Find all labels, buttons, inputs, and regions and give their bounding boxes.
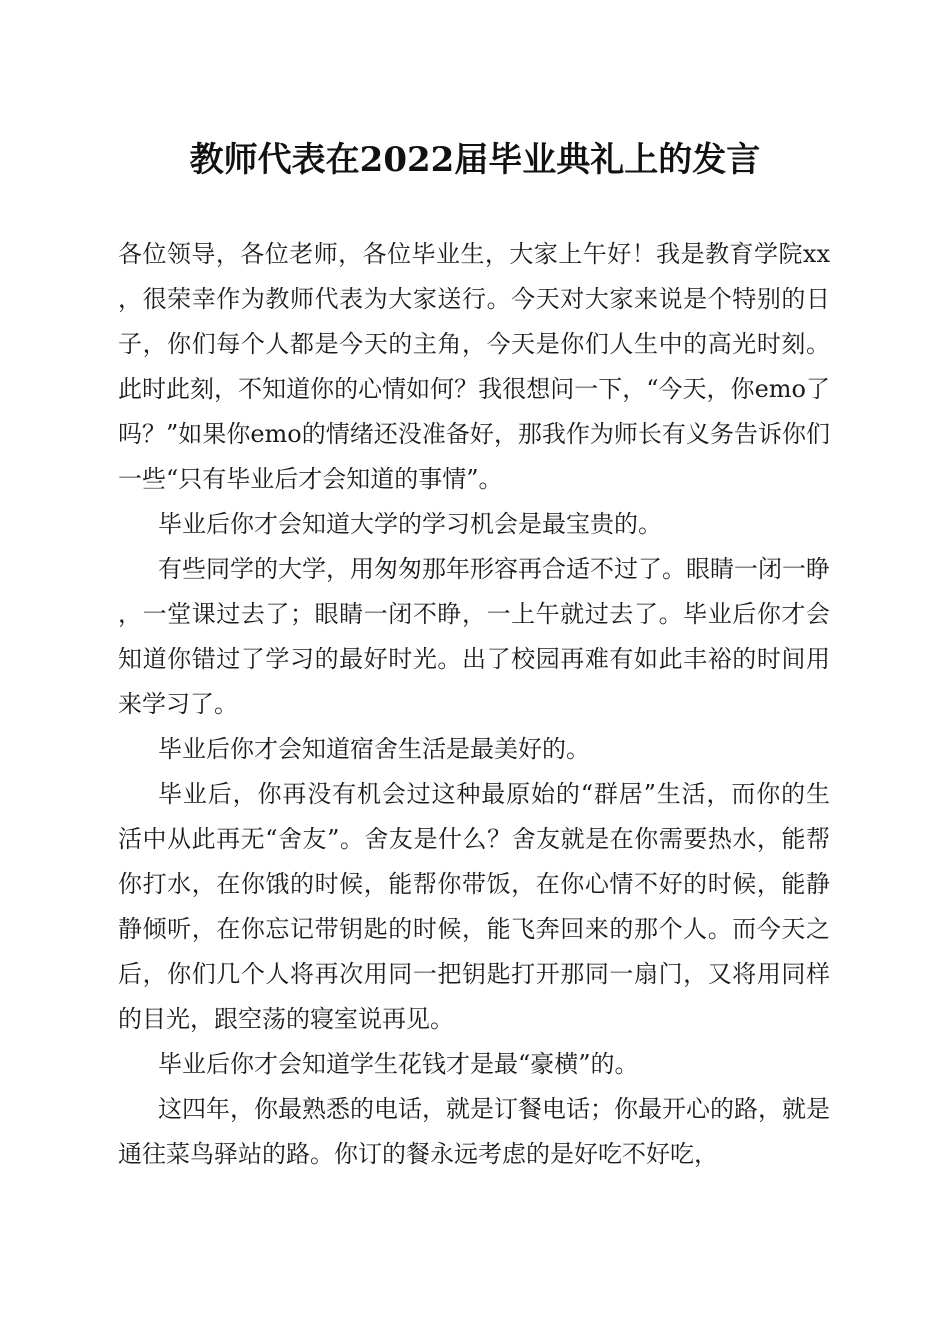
paragraph-heading-study: 毕业后你才会知道大学的学习机会是最宝贵的。	[158, 510, 662, 538]
paragraph-heading-spending: 毕业后你才会知道学生花钱才是最“豪横”的。	[158, 1050, 639, 1078]
document-body	[118, 232, 830, 1177]
document-title: 教师代表在2022届毕业典礼上的发言	[189, 140, 761, 180]
paragraph-spending: 这四年，你最熟悉的电话，就是订餐电话；你最开心的路，就是通往菜鸟驿站的路。你订的餐永远考虑的是好吃不好吃，	[118, 1095, 830, 1168]
paragraph-heading-dorm: 毕业后你才会知道宿舍生活是最美好的。	[158, 735, 590, 763]
paragraph-dorm: 毕业后，你再没有机会过这种最原始的“群居”生活，而你的生活中从此再无“舍友”。舍友是什么？舍友就是在你需要热水，能帮你打水，在你饿的时候，能帮你带饭，在你心情不好的时候，能静静倾听，在你忘记带钥匙的时候，能飞奔回来的那个人。而今天之后，你们几个人将再次用同一把钥匙打开那同一扇门，又将用同样的目光，跟空荡的寝室说再见。	[118, 780, 830, 1033]
paragraph-study: 有些同学的大学，用匆匆那年形容再合适不过了。眼睛一闭一睁，一堂课过去了；眼睛一闭不睁，一上午就过去了。毕业后你才会知道你错过了学习的最好时光。出了校园再难有如此丰裕的时间用来学习了。	[118, 555, 830, 718]
paragraph-opening: 各位领导，各位老师，各位毕业生，大家上午好！我是教育学院xx，很荣幸作为教师代表为大家送行。今天对大家来说是个特别的日子，你们每个人都是今天的主角，今天是你们人生中的高光时刻。此时此刻，不知道你的心情如何？我很想问一下，“今天，你emo了吗？”如果你emo的情绪还没准备好，那我作为师长有义务告诉你们一些“只有毕业后才会知道的事情”。	[118, 240, 830, 493]
